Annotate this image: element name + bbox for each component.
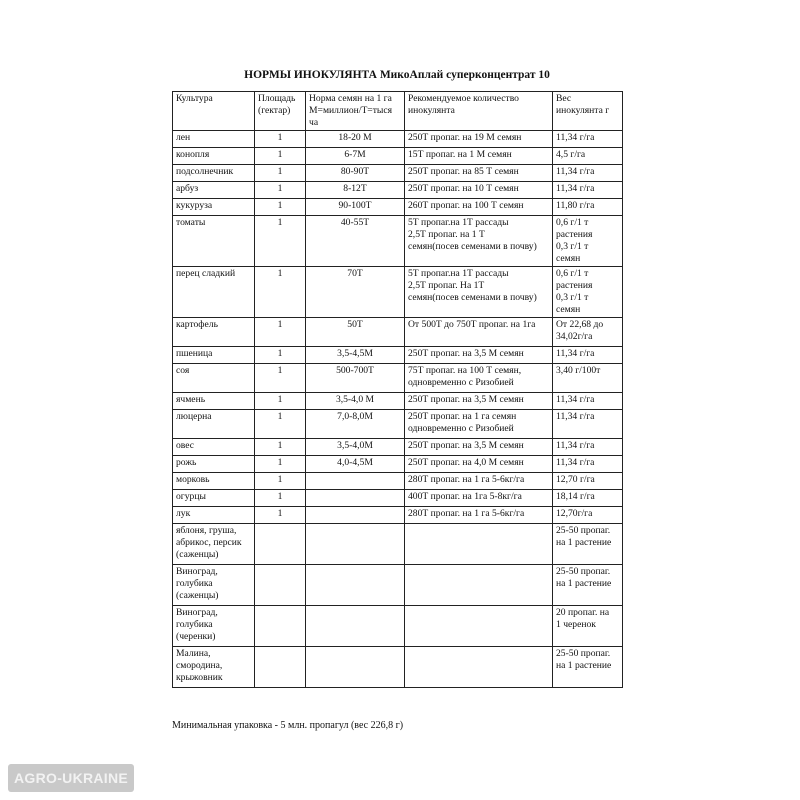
table-row — [173, 165, 623, 182]
table-row — [173, 439, 623, 456]
cell-recommended-amount: 250Т пропаг. на 4,0 М семян — [405, 456, 553, 473]
cell-recommended-amount: 250Т пропаг. на 1 га семян одновременно с Ризобией — [405, 410, 553, 439]
header-recommended-amount: Рекомендуемое количество инокулянта — [405, 92, 553, 131]
cell-inoculant-weight: 25-50 пропаг. на 1 растение — [553, 565, 623, 606]
cell-seed-rate: 3,5-4,5М — [306, 347, 405, 364]
minimum-package-note: Минимальная упаковка - 5 млн. пропагул (вес 226,8 г) — [172, 720, 404, 731]
cell-area — [255, 647, 306, 688]
cell-area: 1 — [255, 148, 306, 165]
cell-inoculant-weight: 12,70 г/га — [553, 473, 623, 490]
cell-crop: перец сладкий — [173, 267, 255, 318]
cell-seed-rate: 3,5-4,0 М — [306, 393, 405, 410]
table-row — [173, 182, 623, 199]
cell-crop: соя — [173, 364, 255, 393]
cell-crop: подсолнечник — [173, 165, 255, 182]
table-row — [173, 410, 623, 439]
cell-inoculant-weight: 12,70г/га — [553, 507, 623, 524]
cell-area: 1 — [255, 199, 306, 216]
cell-area: 1 — [255, 473, 306, 490]
cell-crop: яблоня, груша, абрикос, персик (саженцы) — [173, 524, 255, 565]
cell-seed-rate — [306, 606, 405, 647]
cell-crop: Виноград, голубика (черенки) — [173, 606, 255, 647]
cell-seed-rate: 18-20 М — [306, 131, 405, 148]
cell-area: 1 — [255, 393, 306, 410]
cell-recommended-amount: 250Т пропаг. на 3,5 М семян — [405, 393, 553, 410]
cell-area: 1 — [255, 410, 306, 439]
table-header-row — [173, 92, 623, 131]
cell-recommended-amount: От 500Т до 750Т пропаг. на 1га — [405, 318, 553, 347]
cell-inoculant-weight: 18,14 г/га — [553, 490, 623, 507]
table-row — [173, 473, 623, 490]
cell-crop: люцерна — [173, 410, 255, 439]
cell-recommended-amount: 75Т пропаг. на 100 Т семян, одновременно с Ризобией — [405, 364, 553, 393]
cell-seed-rate: 90-100Т — [306, 199, 405, 216]
table-row — [173, 490, 623, 507]
cell-seed-rate: 70Т — [306, 267, 405, 318]
cell-area: 1 — [255, 456, 306, 473]
cell-seed-rate — [306, 490, 405, 507]
cell-inoculant-weight: От 22,68 до 34,02г/га — [553, 318, 623, 347]
cell-recommended-amount: 400Т пропаг. на 1га 5-8кг/га — [405, 490, 553, 507]
cell-recommended-amount: 250Т пропаг. на 3,5 М семян — [405, 439, 553, 456]
cell-area: 1 — [255, 131, 306, 148]
cell-inoculant-weight: 11,34 г/га — [553, 182, 623, 199]
cell-seed-rate: 80-90Т — [306, 165, 405, 182]
cell-recommended-amount: 280Т пропаг. на 1 га 5-6кг/га — [405, 507, 553, 524]
cell-area: 1 — [255, 490, 306, 507]
cell-seed-rate: 3,5-4,0М — [306, 439, 405, 456]
cell-recommended-amount — [405, 524, 553, 565]
header-seed-rate: Норма семян на 1 га М=миллион/Т=тыся ча — [306, 92, 405, 131]
cell-recommended-amount: 250Т пропаг. на 19 М семян — [405, 131, 553, 148]
cell-crop: Виноград, голубика (саженцы) — [173, 565, 255, 606]
cell-area: 1 — [255, 216, 306, 267]
table-row — [173, 318, 623, 347]
cell-inoculant-weight: 20 пропаг. на 1 черенок — [553, 606, 623, 647]
table-row — [173, 148, 623, 165]
cell-seed-rate: 500-700Т — [306, 364, 405, 393]
cell-inoculant-weight: 11,80 г/га — [553, 199, 623, 216]
table-row — [173, 606, 623, 647]
cell-area: 1 — [255, 347, 306, 364]
cell-area: 1 — [255, 182, 306, 199]
cell-crop: арбуз — [173, 182, 255, 199]
cell-seed-rate: 8-12Т — [306, 182, 405, 199]
cell-recommended-amount: 260Т пропаг. на 100 Т семян — [405, 199, 553, 216]
cell-inoculant-weight: 0,6 г/1 т растения 0,3 г/1 т семян — [553, 216, 623, 267]
cell-seed-rate: 6-7М — [306, 148, 405, 165]
cell-recommended-amount: 250Т пропаг. на 10 Т семян — [405, 182, 553, 199]
cell-area: 1 — [255, 507, 306, 524]
cell-seed-rate: 7,0-8,0М — [306, 410, 405, 439]
header-area: Площадь (гектар) — [255, 92, 306, 131]
cell-crop: огурцы — [173, 490, 255, 507]
cell-inoculant-weight: 11,34 г/га — [553, 439, 623, 456]
cell-seed-rate: 50Т — [306, 318, 405, 347]
cell-recommended-amount — [405, 647, 553, 688]
cell-inoculant-weight: 11,34 г/га — [553, 410, 623, 439]
table-row — [173, 393, 623, 410]
cell-crop: картофель — [173, 318, 255, 347]
header-crop: Культура — [173, 92, 255, 131]
table-row — [173, 507, 623, 524]
table-row — [173, 456, 623, 473]
cell-inoculant-weight: 0,6 г/1 т растения 0,3 г/1 т семян — [553, 267, 623, 318]
cell-crop: лук — [173, 507, 255, 524]
cell-seed-rate — [306, 647, 405, 688]
cell-crop: лен — [173, 131, 255, 148]
cell-area: 1 — [255, 439, 306, 456]
cell-inoculant-weight: 3,40 г/100т — [553, 364, 623, 393]
cell-area: 1 — [255, 165, 306, 182]
cell-area — [255, 565, 306, 606]
cell-inoculant-weight: 25-50 пропаг. на 1 растение — [553, 647, 623, 688]
cell-recommended-amount: 250Т пропаг. на 3,5 М семян — [405, 347, 553, 364]
cell-seed-rate — [306, 473, 405, 490]
table-row — [173, 267, 623, 318]
cell-recommended-amount: 5Т пропаг.на 1Т рассады 2,5Т пропаг. на 1 Т семян(посев семенами в почву) — [405, 216, 553, 267]
cell-seed-rate: 4,0-4,5М — [306, 456, 405, 473]
header-inoculant-weight: Вес инокулянта г — [553, 92, 623, 131]
cell-inoculant-weight: 4,5 г/га — [553, 148, 623, 165]
cell-crop: овес — [173, 439, 255, 456]
agro-ukraine-watermark: AGRO-UKRAINE — [8, 764, 134, 792]
cell-area — [255, 606, 306, 647]
cell-seed-rate — [306, 565, 405, 606]
table-row — [173, 131, 623, 148]
document-title: НОРМЫ ИНОКУЛЯНТА МикоАплай суперконцентрат 10 — [244, 69, 550, 81]
table-body — [173, 131, 623, 688]
cell-crop: Малина, смородина, крыжовник — [173, 647, 255, 688]
cell-recommended-amount: 15Т пропаг. на 1 М семян — [405, 148, 553, 165]
cell-inoculant-weight: 25-50 пропаг. на 1 растение — [553, 524, 623, 565]
cell-recommended-amount — [405, 606, 553, 647]
table-row — [173, 565, 623, 606]
cell-crop: ячмень — [173, 393, 255, 410]
cell-crop: томаты — [173, 216, 255, 267]
table-row — [173, 524, 623, 565]
cell-inoculant-weight: 11,34 г/га — [553, 347, 623, 364]
cell-seed-rate — [306, 507, 405, 524]
cell-area — [255, 524, 306, 565]
cell-crop: конопля — [173, 148, 255, 165]
table-row — [173, 647, 623, 688]
cell-area: 1 — [255, 318, 306, 347]
cell-seed-rate: 40-55Т — [306, 216, 405, 267]
cell-crop: рожь — [173, 456, 255, 473]
cell-area: 1 — [255, 364, 306, 393]
cell-inoculant-weight: 11,34 г/га — [553, 456, 623, 473]
cell-crop: пшеница — [173, 347, 255, 364]
cell-recommended-amount: 250Т пропаг. на 85 Т семян — [405, 165, 553, 182]
table-row — [173, 216, 623, 267]
cell-crop: кукуруза — [173, 199, 255, 216]
cell-inoculant-weight: 11,34 г/га — [553, 165, 623, 182]
table-row — [173, 364, 623, 393]
inoculant-norms-table — [172, 91, 623, 688]
cell-inoculant-weight: 11,34 г/га — [553, 131, 623, 148]
cell-seed-rate — [306, 524, 405, 565]
cell-crop: морковь — [173, 473, 255, 490]
cell-area: 1 — [255, 267, 306, 318]
cell-recommended-amount — [405, 565, 553, 606]
cell-recommended-amount: 5Т пропаг.на 1Т рассады 2,5Т пропаг. На 1Т семян(посев семенами в почву) — [405, 267, 553, 318]
cell-recommended-amount: 280Т пропаг. на 1 га 5-6кг/га — [405, 473, 553, 490]
cell-inoculant-weight: 11,34 г/га — [553, 393, 623, 410]
table-row — [173, 199, 623, 216]
table-row — [173, 347, 623, 364]
